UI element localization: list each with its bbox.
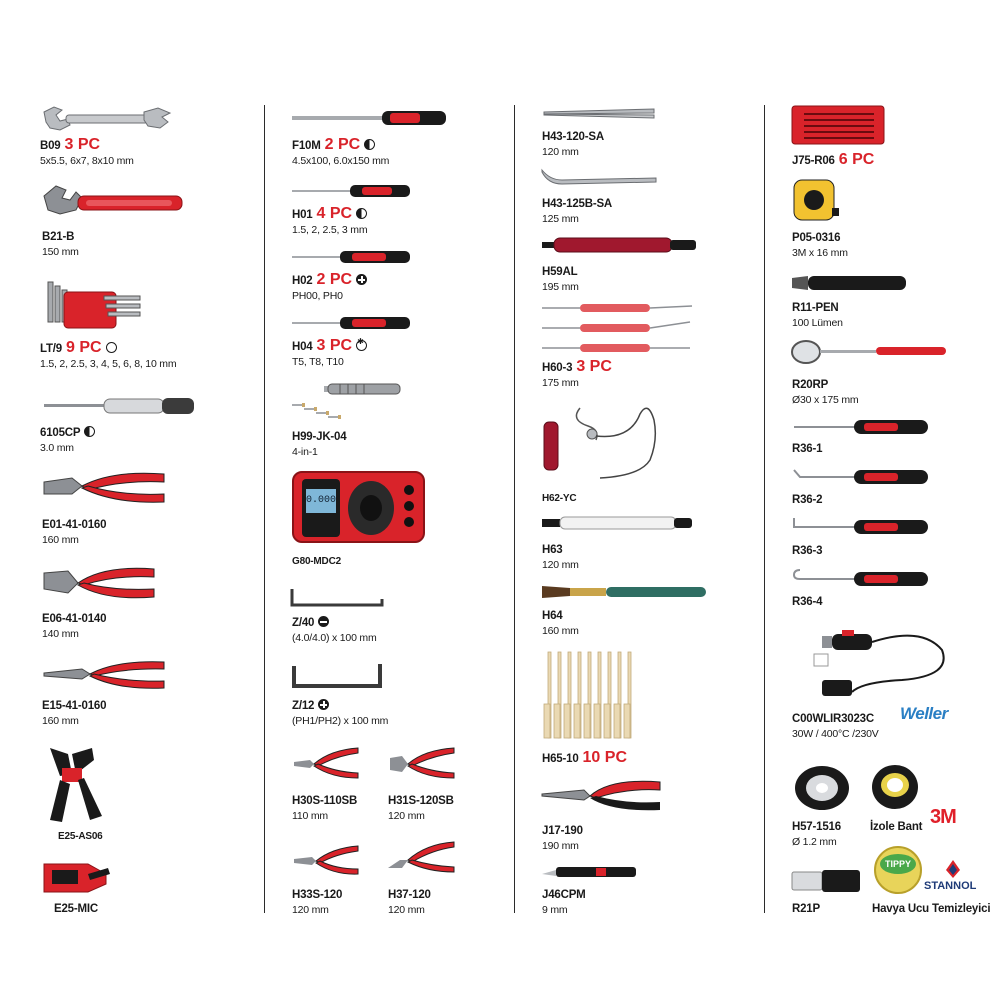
phillips-drive-icon bbox=[318, 699, 329, 710]
item-h43-120 bbox=[542, 128, 604, 158]
item-spec: 120 mm bbox=[542, 558, 579, 571]
item-code: B09 bbox=[40, 140, 61, 152]
item-h65-10 bbox=[542, 750, 627, 767]
item-code: B21-B bbox=[42, 231, 75, 243]
item-spec: 160 mm bbox=[42, 714, 79, 727]
item-spec: 120 mm bbox=[388, 903, 425, 916]
item-h57 bbox=[792, 818, 841, 848]
wire-stripping-tool-icon bbox=[790, 866, 862, 896]
stannol-logo: STANNOL bbox=[924, 880, 977, 892]
item-spec: 120 mm bbox=[388, 809, 425, 822]
item-code: H37-120 bbox=[388, 889, 431, 901]
weller-logo: Weller bbox=[900, 704, 948, 723]
item-code: H63 bbox=[542, 544, 563, 556]
item-spec: 125 mm bbox=[542, 212, 579, 225]
item-code: R36-2 bbox=[792, 494, 823, 506]
item-spec: 175 mm bbox=[542, 376, 579, 389]
item-z40 bbox=[292, 614, 377, 644]
item-h64 bbox=[542, 607, 579, 637]
item-code: R36-4 bbox=[792, 596, 823, 608]
item-spec: 4.5x100, 6.0x150 mm bbox=[292, 154, 390, 167]
item-qty: 10 PC bbox=[582, 749, 627, 766]
item-code: İzole Bant bbox=[870, 821, 923, 833]
insulation-tape-icon bbox=[870, 762, 920, 812]
item-code: E15-41-0160 bbox=[42, 700, 107, 712]
cable-stripper-icon bbox=[42, 860, 112, 896]
item-r11 bbox=[792, 299, 843, 329]
item-code: J46CPM bbox=[542, 889, 586, 901]
item-qty: 3 PC bbox=[64, 136, 101, 153]
flat-screwdriver-icon bbox=[290, 108, 450, 128]
item-spec: 3.0 mm bbox=[40, 441, 74, 454]
desoldering-pump-icon bbox=[540, 234, 700, 256]
item-h33s bbox=[292, 886, 342, 916]
item-code: E25-MIC bbox=[54, 903, 98, 915]
item-h04 bbox=[292, 338, 367, 368]
hex-drive-icon bbox=[106, 342, 117, 353]
four-in-one-screwdriver-icon bbox=[290, 380, 405, 420]
item-code: E25-AS06 bbox=[58, 831, 103, 842]
cleaning-brush-icon bbox=[540, 582, 710, 602]
item-h59al bbox=[542, 263, 579, 293]
3m-logo: 3M bbox=[930, 806, 956, 828]
wire-stripper-icon bbox=[42, 744, 107, 824]
item-spec: 140 mm bbox=[42, 627, 79, 640]
hex-key-set-icon bbox=[44, 278, 144, 336]
wooden-sticks-icon bbox=[540, 650, 640, 742]
item-qty: 6 PC bbox=[838, 151, 875, 168]
item-b21-b bbox=[42, 228, 79, 258]
item-havya bbox=[872, 900, 990, 917]
item-code: C00WLIR3023C bbox=[792, 713, 874, 725]
item-spec: Ø 1.2 mm bbox=[792, 835, 837, 848]
mini-end-cutter-icon bbox=[388, 744, 458, 784]
item-spec: 110 mm bbox=[292, 809, 328, 822]
item-code: H57-1516 bbox=[792, 821, 841, 833]
soldering-iron-icon bbox=[812, 620, 954, 700]
antistatic-wrist-strap-icon bbox=[540, 400, 670, 480]
bent-tweezers-icon bbox=[540, 166, 660, 188]
item-e15 bbox=[42, 697, 106, 727]
multimeter-icon bbox=[292, 471, 425, 543]
item-lt9 bbox=[40, 340, 176, 370]
multimeter-dial bbox=[348, 481, 394, 535]
item-code: H43-120-SA bbox=[542, 131, 604, 143]
column-divider-3 bbox=[764, 105, 765, 913]
item-spec: 120 mm bbox=[292, 903, 329, 916]
item-r36-1 bbox=[792, 440, 822, 457]
electrician-scissors-icon bbox=[540, 776, 665, 816]
item-spec: Ø30 x 175 mm bbox=[792, 393, 859, 406]
item-code: 6105CP bbox=[40, 427, 81, 439]
voltage-tester-icon bbox=[42, 394, 197, 418]
item-h60-3 bbox=[542, 359, 612, 389]
phillips-drive-icon bbox=[356, 274, 367, 285]
item-r36-2 bbox=[792, 491, 822, 508]
multimeter-ports bbox=[400, 483, 418, 533]
slotted-drive-icon bbox=[364, 139, 375, 150]
item-h63 bbox=[542, 541, 579, 571]
item-qty: 4 PC bbox=[316, 205, 353, 222]
hook-pick-icon bbox=[792, 566, 932, 588]
diagonal-cutters-icon bbox=[42, 563, 157, 605]
item-code: H33S-120 bbox=[292, 889, 343, 901]
item-h01 bbox=[292, 206, 367, 236]
angled-pick-icon bbox=[792, 466, 932, 488]
item-spec: 5x5.5, 6x7, 8x10 mm bbox=[40, 154, 134, 167]
slotted-drive-icon bbox=[356, 208, 367, 219]
straight-pick-icon bbox=[792, 416, 932, 438]
tip-cleaner-tin-icon bbox=[874, 846, 922, 894]
item-spec: 9 mm bbox=[542, 903, 568, 916]
item-spec: 150 mm bbox=[42, 245, 79, 258]
torx-precision-screwdriver-icon bbox=[290, 314, 415, 332]
item-spec: 30W / 400°C /230V bbox=[792, 727, 879, 740]
combination-pliers-icon bbox=[42, 468, 167, 510]
item-code: H65-10 bbox=[542, 753, 579, 765]
item-h99 bbox=[292, 428, 346, 458]
adjustable-wrench-icon bbox=[42, 184, 187, 224]
item-code: H31S-120SB bbox=[388, 795, 454, 807]
item-spec: 160 mm bbox=[42, 533, 79, 546]
item-code: H04 bbox=[292, 341, 313, 353]
solder-wire-spool-icon bbox=[792, 763, 852, 813]
slotted-drive-icon bbox=[318, 616, 329, 627]
item-qty: 2 PC bbox=[316, 271, 353, 288]
item-code: Z/12 bbox=[292, 700, 315, 712]
item-code: H43-125B-SA bbox=[542, 198, 613, 210]
item-qty: 3 PC bbox=[576, 358, 612, 375]
item-code: Havya Ucu Temizleyici bbox=[872, 903, 991, 915]
item-p05 bbox=[792, 229, 848, 259]
fiberglass-pen-icon bbox=[540, 514, 695, 532]
item-code: P05-0316 bbox=[792, 232, 841, 244]
item-code: R36-1 bbox=[792, 443, 823, 455]
item-spec: 3M x 16 mm bbox=[792, 246, 848, 259]
item-j75 bbox=[792, 152, 874, 169]
item-spec: 195 mm bbox=[542, 280, 579, 293]
item-code: J17-190 bbox=[542, 825, 583, 837]
item-code: H99-JK-04 bbox=[292, 431, 347, 443]
item-code: H60-3 bbox=[542, 362, 573, 374]
stannol-emblem-icon bbox=[942, 858, 964, 880]
item-qty: 9 PC bbox=[66, 339, 102, 356]
item-b09 bbox=[40, 137, 134, 167]
item-h02 bbox=[292, 272, 367, 302]
torx-drive-icon bbox=[356, 340, 367, 351]
item-spec: 190 mm bbox=[542, 839, 579, 852]
item-code: G80-MDC2 bbox=[292, 556, 341, 567]
item-code: E01-41-0160 bbox=[42, 519, 107, 531]
item-r20rp bbox=[792, 376, 858, 406]
tape-measure-icon bbox=[792, 178, 840, 222]
precision-screwdriver-icon bbox=[290, 182, 415, 200]
item-spec: 1.5, 2, 2.5, 3 mm bbox=[292, 223, 368, 236]
item-code: R21P bbox=[792, 903, 820, 915]
item-spec: 100 Lümen bbox=[792, 316, 843, 329]
item-j17 bbox=[542, 822, 583, 852]
item-h37 bbox=[388, 886, 431, 916]
item-e01 bbox=[42, 516, 106, 546]
mini-flat-nose-pliers-icon bbox=[292, 842, 362, 880]
item-spec: PH00, PH0 bbox=[292, 289, 343, 302]
item-c00wlir bbox=[792, 710, 879, 740]
slotted-drive-icon bbox=[84, 426, 95, 437]
item-z12 bbox=[292, 697, 388, 727]
item-spec: 120 mm bbox=[542, 145, 579, 158]
item-h30s bbox=[292, 792, 357, 822]
item-h31s bbox=[388, 792, 454, 822]
offset-phillips-screwdriver-icon bbox=[288, 658, 388, 692]
item-e06 bbox=[42, 610, 106, 640]
mini-bent-nose-pliers-icon bbox=[386, 838, 458, 880]
item-code: H02 bbox=[292, 275, 313, 287]
mini-cutter-pliers-icon bbox=[292, 744, 362, 784]
item-spec: 160 mm bbox=[542, 624, 579, 637]
column-divider-2 bbox=[514, 105, 515, 913]
item-spec: 4-in-1 bbox=[292, 445, 318, 458]
multimeter-screen-frame bbox=[302, 479, 340, 537]
item-qty: 2 PC bbox=[324, 136, 361, 153]
item-code: R11-PEN bbox=[792, 302, 839, 314]
item-code: E06-41-0140 bbox=[42, 613, 107, 625]
item-code: H64 bbox=[542, 610, 563, 622]
snap-off-knife-icon bbox=[540, 864, 640, 880]
item-code: H62-YC bbox=[542, 493, 577, 504]
item-code: LT/9 bbox=[40, 343, 62, 355]
item-code: H01 bbox=[292, 209, 313, 221]
item-h43-125b bbox=[542, 195, 612, 225]
item-spec: (PH1/PH2) x 100 mm bbox=[292, 714, 389, 727]
tin-label: TIPPY bbox=[880, 854, 916, 874]
phillips-precision-screwdriver-icon bbox=[290, 248, 415, 266]
item-code: Z/40 bbox=[292, 617, 315, 629]
item-j46 bbox=[542, 886, 586, 916]
item-r21p bbox=[792, 900, 820, 917]
item-r36-3 bbox=[792, 542, 822, 559]
item-code: R36-3 bbox=[792, 545, 823, 557]
long-nose-pliers-icon bbox=[42, 656, 167, 694]
soldering-aid-set-icon bbox=[540, 300, 695, 356]
item-code: H30S-110SB bbox=[292, 795, 358, 807]
item-r36-4 bbox=[792, 593, 822, 610]
item-spec: 1.5, 2, 2.5, 3, 4, 5, 6, 8, 10 mm bbox=[40, 357, 177, 370]
straight-tweezers-icon bbox=[542, 106, 657, 120]
inspection-mirror-icon bbox=[790, 338, 950, 366]
column-divider-1 bbox=[264, 105, 265, 913]
item-qty: 3 PC bbox=[316, 337, 353, 354]
item-h62-yc bbox=[542, 489, 576, 506]
needle-file-set-icon bbox=[790, 104, 886, 146]
item-e25-mic bbox=[54, 900, 98, 917]
item-code: J75-R06 bbox=[792, 155, 835, 167]
pen-flashlight-icon bbox=[790, 272, 910, 294]
offset-flat-screwdriver-icon bbox=[288, 585, 388, 609]
item-code: H59AL bbox=[542, 266, 578, 278]
item-g80 bbox=[292, 552, 341, 569]
item-code: F10M bbox=[292, 140, 321, 152]
item-code: R20RP bbox=[792, 379, 829, 391]
item-spec: (4.0/4.0) x 100 mm bbox=[292, 631, 377, 644]
multimeter-display: 0.000 bbox=[306, 489, 336, 513]
item-spec: T5, T8, T10 bbox=[292, 355, 344, 368]
item-6105cp bbox=[40, 424, 95, 454]
item-e25-as06 bbox=[58, 827, 103, 844]
item-f10m bbox=[292, 137, 389, 167]
right-angle-pick-icon bbox=[792, 516, 932, 538]
item-izole-bant bbox=[870, 818, 922, 835]
open-end-wrench-icon bbox=[40, 104, 175, 134]
